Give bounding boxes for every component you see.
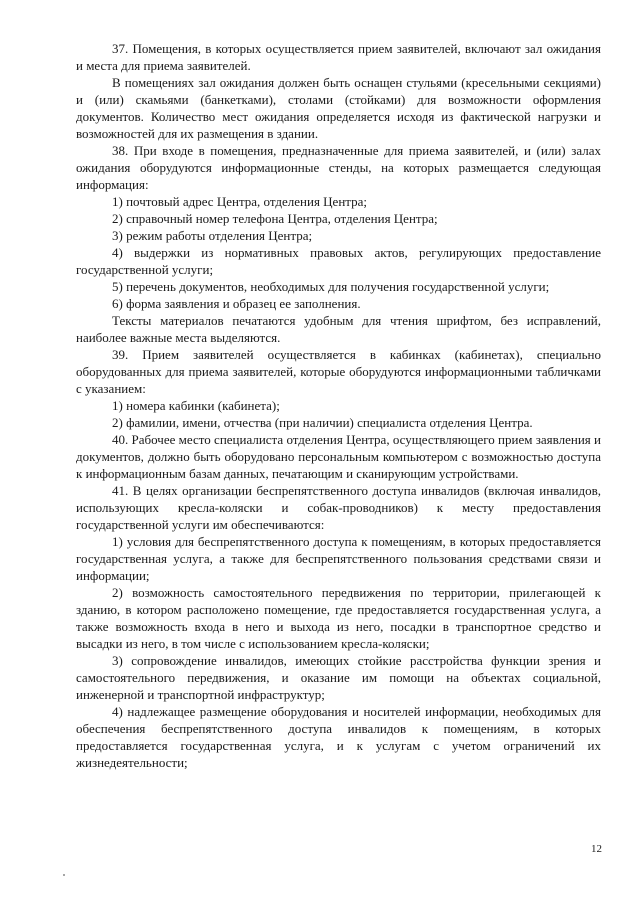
page-number: 12 [591, 843, 602, 855]
list-item-39-1: 1) номера кабинки (кабинета); [112, 398, 280, 413]
paragraph-40: 40. Рабочее место специалиста отделения Центра, осуществляющего прием заявления и документов, должно быть оборудовано персональным компьютером с возможностью доступа к информационным базам данных, печатающим и сканирующим устройствами. [76, 432, 601, 481]
document-body [76, 40, 601, 771]
list-item-41-3: 3) сопровождение инвалидов, имеющих стойкие расстройства функции зрения и самостоятельного передвижения, и оказание им помощи на объектах социальной, инженерной и транспортной инфраструктур; [76, 653, 601, 702]
list-item-41-4: 4) надлежащее размещение оборудования и носителей информации, необходимых для обеспечения беспрепятственного доступа инвалидов к помещениям, в которых предоставляется государственная услуга, и к услугам с учетом ограничений их жизнедеятельности; [76, 704, 601, 770]
paragraph-41: 41. В целях организации беспрепятственного доступа инвалидов (включая инвалидов, использующих кресла-коляски и собак-проводников) к месту предоставления государственной услуги им обеспечиваются: [76, 483, 601, 532]
paragraph-waiting-room: В помещениях зал ожидания должен быть оснащен стульями (кресельными секциями) и (или) скамьями (банкетками), столами (стойками) для возможности оформления документов. Количество мест ожидания определяется исходя из фактической нагрузки и возможностей для их размещения в здании. [76, 75, 601, 141]
list-item-38-3: 3) режим работы отделения Центра; [112, 228, 313, 243]
list-item-41-2: 2) возможность самостоятельного передвижения по территории, прилегающей к зданию, в котором расположено помещение, где предоставляется государственная услуга, а также возможность входа в него и выхода из него, посадки в транспортное средство и высадки из него, в том числе с использованием кресла-коляски; [76, 585, 601, 651]
list-item-38-2: 2) справочный номер телефона Центра, отделения Центра; [112, 211, 438, 226]
list-item-39-2: 2) фамилии, имени, отчества (при наличии) специалиста отделения Центра. [112, 415, 533, 430]
list-item-41-1: 1) условия для беспрепятственного доступа к помещениям, в которых предоставляется государственная услуга, а также для беспрепятственного пользования средствами связи и информации; [76, 534, 601, 583]
list-item-38-6: 6) форма заявления и образец ее заполнения. [112, 296, 361, 311]
paragraph-39: 39. Прием заявителей осуществляется в кабинках (кабинетах), специально оборудованных для приема заявителей, которые оборудуются информационными табличками с указанием: [76, 347, 601, 396]
list-item-38-5: 5) перечень документов, необходимых для получения государственной услуги; [112, 279, 550, 294]
paragraph-38: 38. При входе в помещения, предназначенные для приема заявителей, и (или) залах ожидания оборудуются информационные стенды, на которых размещается следующая информация: [76, 143, 601, 192]
paragraph-37: 37. Помещения, в которых осуществляется прием заявителей, включают зал ожидания и места для приема заявителей. [76, 41, 601, 73]
list-item-38-4: 4) выдержки из нормативных правовых актов, регулирующих предоставление государственной услуги; [76, 245, 601, 277]
scan-artifact [63, 874, 65, 876]
list-item-38-1: 1) почтовый адрес Центра, отделения Центра; [112, 194, 368, 209]
paragraph-texts-materials: Тексты материалов печатаются удобным для чтения шрифтом, без исправлений, наиболее важные места выделяются. [76, 313, 601, 345]
